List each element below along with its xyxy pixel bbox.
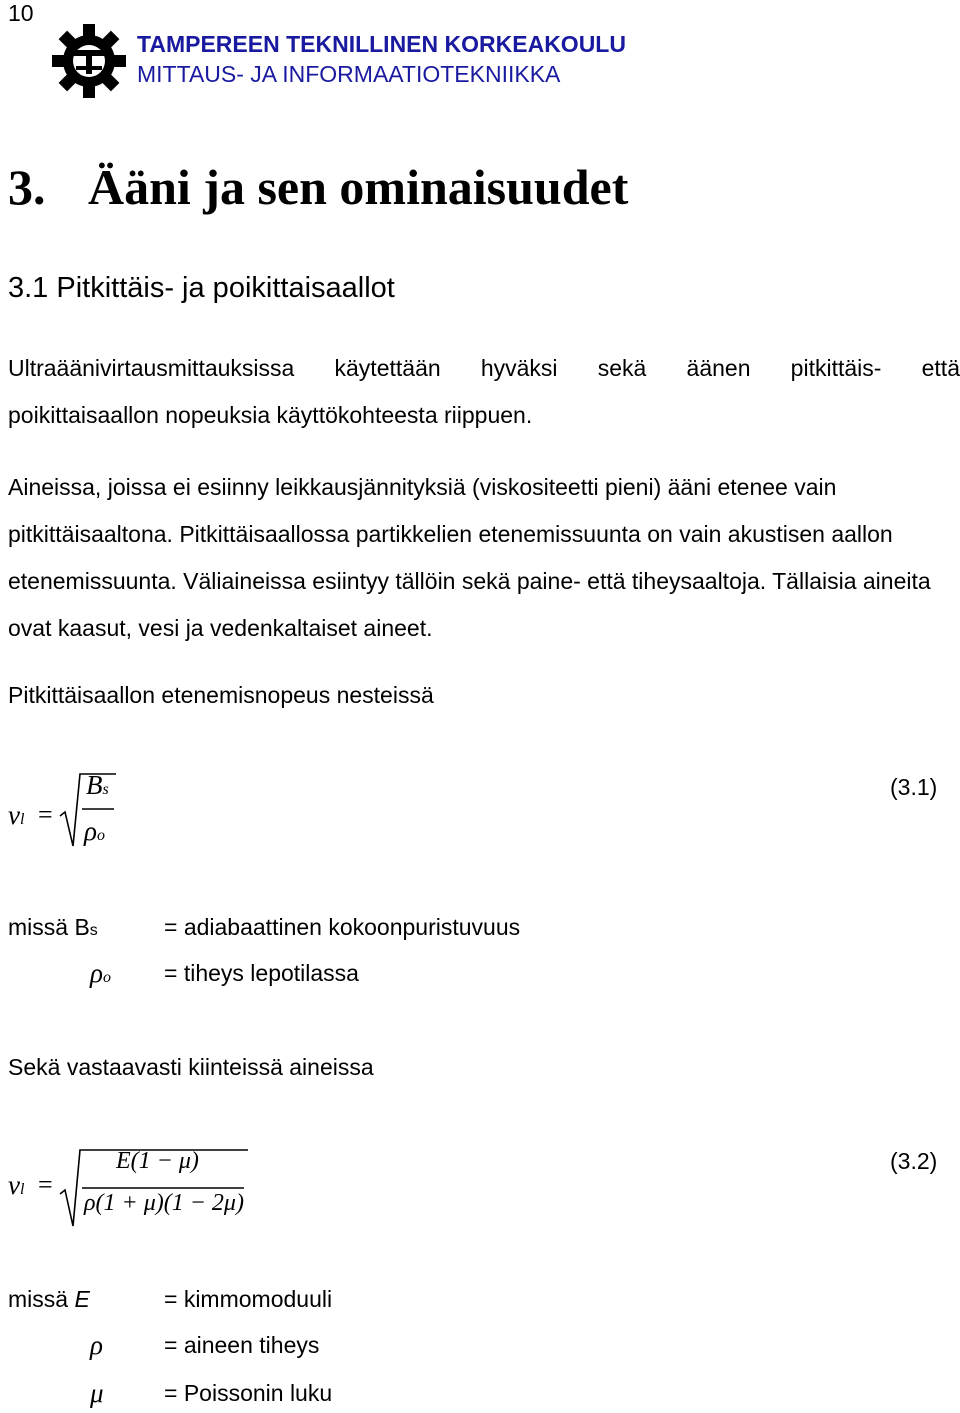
paragraph-longitudinal: Aineissa, joissa ei esiinny leikkausjännityksiä (viskositeetti pieni) ääni etenee vain pitkittäisaaltona. Pitkittäisaallossa partikkelien etenemissuunta on vain akustisen aallon etenemissuunta. Väliaineissa esiintyy tällöin sekä paine- että tiheysaaltoja. Tällaisia aineita ovat kaasut, vesi ja vedenkaltaiset aineet. [8,474,931,641]
defs1-row1-text: = adiabaattinen kokoonpuristuvuus [164,914,521,940]
department-name: MITTAUS- JA INFORMAATIOTEKNIIKKA [137,61,561,87]
paragraph-solid-speed: Sekä vastaavasti kiinteissä aineissa [8,1054,374,1080]
paragraph-intro-line1: Ultraäänivirtausmittauksissa käytettään hyväksi sekä äänen pitkittäis- että [8,355,960,381]
paragraph-intro [8,345,960,439]
defs2-row1-symbol: E [74,1286,90,1312]
eq2-number: (3.2) [890,1148,938,1174]
eq2-equals: = [38,1170,53,1199]
defs1-row2-symbol: ρo [90,958,111,988]
chapter-heading [8,158,628,216]
equation-3-1 [8,770,168,870]
eq2-numerator: E(1 − μ) [116,1148,199,1174]
university-name: TAMPEREEN TEKNILLINEN KORKEAKOULU [137,31,626,57]
chapter-number: 3. [8,159,46,215]
paragraph-intro-line2: poikittaisaallon nopeuksia käyttökohteesta riippuen. [8,402,533,428]
defs1-row1: missä Bs [8,914,98,940]
eq1-equals: = [38,800,53,829]
defs2-row2-text: = aineen tiheys [164,1332,320,1358]
chapter-title: Ääni ja sen ominaisuudet [88,159,629,215]
section-heading: 3.1 Pitkittäis- ja poikittaisaallot [8,272,395,304]
paragraph-liquid-speed: Pitkittäisaallon etenemisnopeus nesteissä [8,682,434,708]
eq1-lhs: vl [8,800,25,830]
defs1-row2-text: = tiheys lepotilassa [164,960,359,986]
defs2-row1: missä E [8,1286,90,1312]
eq1-numerator: Bs [86,770,109,800]
university-cog-logo-icon [52,24,126,98]
defs2-row3-text: = Poissonin luku [164,1380,333,1406]
eq1-number: (3.1) [890,774,938,800]
defs2-row2-symbol: ρ [90,1330,103,1360]
page-number: 10 [8,0,34,26]
eq1-denominator: ρo [84,816,105,846]
defs2-row3-symbol: μ [90,1378,104,1408]
defs1-row1-symbol: Bs [74,914,98,940]
eq2-lhs: vl [8,1170,25,1200]
defs2-row1-text: = kimmomoduuli [164,1286,333,1312]
equation-3-2 [8,1148,268,1240]
eq2-denominator: ρ(1 + μ)(1 − 2μ) [84,1190,244,1216]
